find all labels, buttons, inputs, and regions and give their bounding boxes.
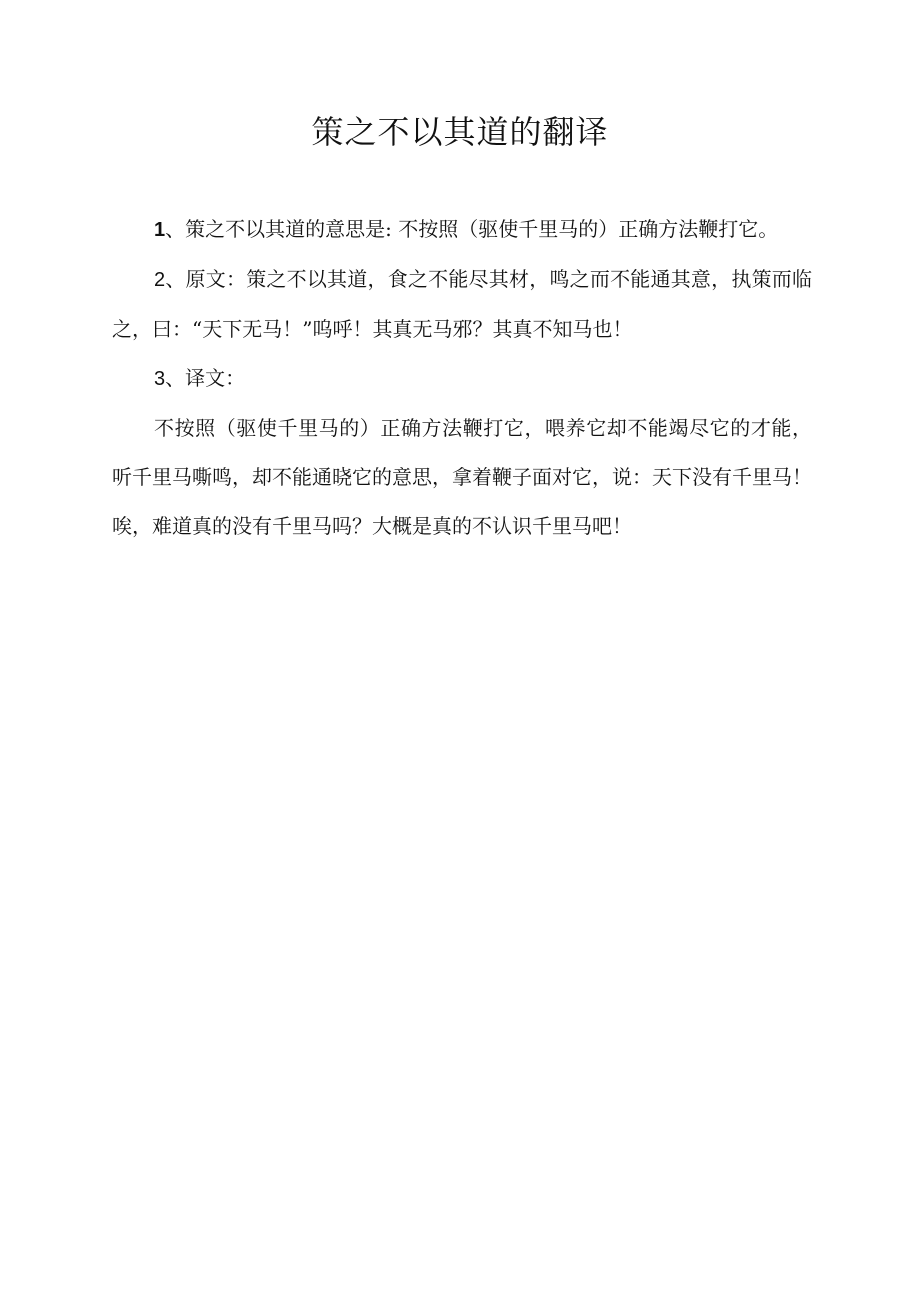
document-body	[112, 205, 812, 551]
item-3-number: 3	[154, 368, 166, 390]
item-2-text: 、原文：策之不以其道，食之不能尽其材，鸣之而不能通其意，执策而临之，曰：“天下无马！”呜呼！其真无马邪？其真不知马也！	[112, 267, 812, 341]
item-1-text: 、策之不以其道的意思是: 不按照（驱使千里马的）正确方法鞭打它。	[165, 217, 779, 241]
translation-paragraph: 不按照（驱使千里马的）正确方法鞭打它，喂养它却不能竭尽它的才能，听千里马嘶鸣，却不能通晓它的意思，拿着鞭子面对它，说：天下没有千里马！唉，难道真的没有千里马吗？大概是真的不认识千里马吧！	[112, 416, 812, 538]
item-2-number: 2	[154, 269, 166, 291]
item-2-paragraph	[112, 255, 812, 354]
page-title: 策之不以其道的翻译	[311, 113, 609, 151]
item-1-number: 1	[154, 219, 166, 241]
item-3-paragraph	[112, 354, 812, 404]
item-1-paragraph	[112, 205, 812, 255]
item-3-text: 、译文：	[165, 366, 246, 390]
